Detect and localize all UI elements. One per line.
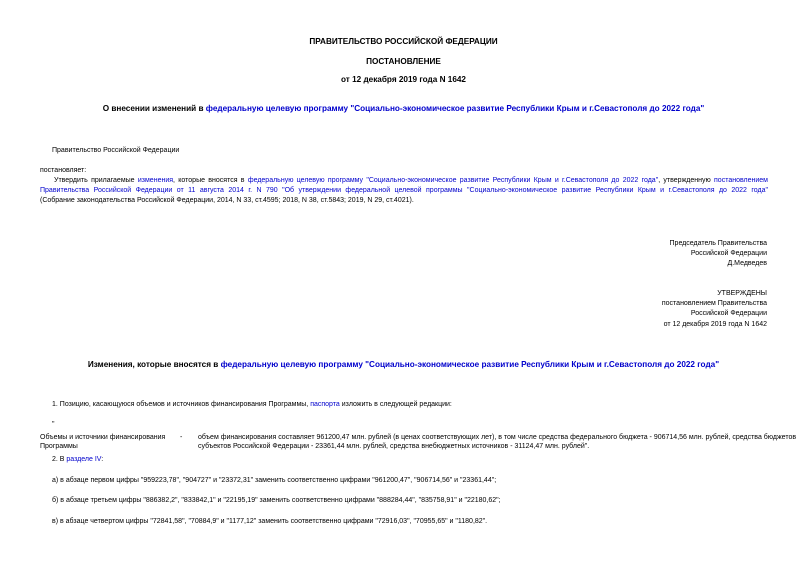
- table-left-cell: Объемы и источники финансирования Программы: [40, 434, 166, 450]
- passport-link[interactable]: паспорта: [310, 401, 340, 408]
- document-date-number: от 12 декабря 2019 года N 1642: [341, 75, 466, 84]
- approved-line-2: постановлением Правительства: [661, 300, 767, 307]
- document-type: ПОСТАНОВЛЕНИЕ: [366, 57, 441, 66]
- approved-heading: УТВЕРЖДЕНЫ: [717, 290, 767, 297]
- government-name: Правительство Российской Федерации: [52, 147, 180, 154]
- document-title: [0, 104, 807, 113]
- item-2-b: б) в абзаце третьем цифры "886382,2", "833842,1" и "22195,19" заменить соответственно цифрами "888284,44", "835758,91" и "22180,62";: [52, 497, 501, 504]
- changes-title: Изменения, которые вносятся в федеральную целевую программу "Социально-экономическое развитие Республики Крым и г.Севастополя до 2022 года": [87, 360, 720, 369]
- signature-position: Председатель Правительства: [669, 240, 767, 247]
- resolution-link[interactable]: постановлением: [714, 177, 768, 184]
- approved-line-3: Российской Федерации: [690, 310, 767, 317]
- approved-line-4: от 12 декабря 2019 года N 1642: [663, 321, 767, 328]
- quote-mark: ": [52, 421, 55, 428]
- changes-title-program-link[interactable]: федеральную целевую программу "Социально-экономическое развитие Республики Крым и г.Севастополя до 2022 года": [220, 360, 720, 369]
- table-dash: -: [180, 434, 183, 441]
- paragraph-1-line-1: Утвердить прилагаемые изменения, которые вносятся в федеральную целевую программу "Социально-экономическое развитие Республики Крым и г.Севастополя до 2022 года", утвержденную постановлением: [54, 177, 768, 184]
- item-2-a: а) в абзаце первом цифры "959223,78", "904727" и "23372,31" заменить соответственно цифрами "961200,47", "906714,56" и "23361,44";: [52, 477, 497, 484]
- program-link[interactable]: федеральную целевую программу "Социально-экономическое развитие Республики Крым и г.Севастополя до 2022 года": [247, 177, 659, 184]
- section-iv-link[interactable]: разделе IV: [66, 456, 102, 463]
- title-program-link[interactable]: федеральную целевую программу "Социально-экономическое развитие Республики Крым и г.Севастополя до 2022 года": [205, 104, 705, 113]
- resolution-790-link[interactable]: Правительства Российской Федерации от 11 августа 2014 г. N 790 "Об утверждении федеральной целевой программы "Социально-экономическое развитие Республики Крым и г.Севастополя до 2022 года": [40, 187, 768, 194]
- table-right-cell: объем финансирования составляет 961200,47 млн. рублей (в ценах соответствующих лет), в том числе средства федерального бюджета - 906714,56 млн. рублей, средства бюджетов субъектов Российской Федерации - 23361,44 млн. рублей, средства внебюджетных источников - 31124,47 млн. рублей".: [198, 434, 797, 450]
- title-prefix: О внесении изменений в: [102, 104, 206, 113]
- item-2: 2. В разделе IV:: [52, 456, 104, 463]
- changes-link[interactable]: изменения: [137, 177, 174, 184]
- paragraph-1-line-3: (Собрание законодательства Российской Федерации, 2014, N 33, ст.4595; 2018, N 38, ст.5843; 2019, N 29, ст.4021).: [40, 197, 414, 204]
- decides-text: постановляет:: [40, 167, 87, 174]
- signature-name: Д.Медведев: [727, 260, 767, 267]
- government-heading: ПРАВИТЕЛЬСТВО РОССИЙСКОЙ ФЕДЕРАЦИИ: [309, 37, 498, 46]
- signature-country: Российской Федерации: [690, 250, 767, 257]
- item-1: 1. Позицию, касающуюся объемов и источников финансирования Программы, паспорта изложить в следующей редакции:: [52, 401, 452, 408]
- item-2-c: в) в абзаце четвертом цифры "72841,58", "70884,9" и "1177,12" заменить соответственно цифрами "72916,03", "70955,65" и "1180,82".: [52, 518, 488, 525]
- paragraph-1-line-2: [40, 186, 768, 196]
